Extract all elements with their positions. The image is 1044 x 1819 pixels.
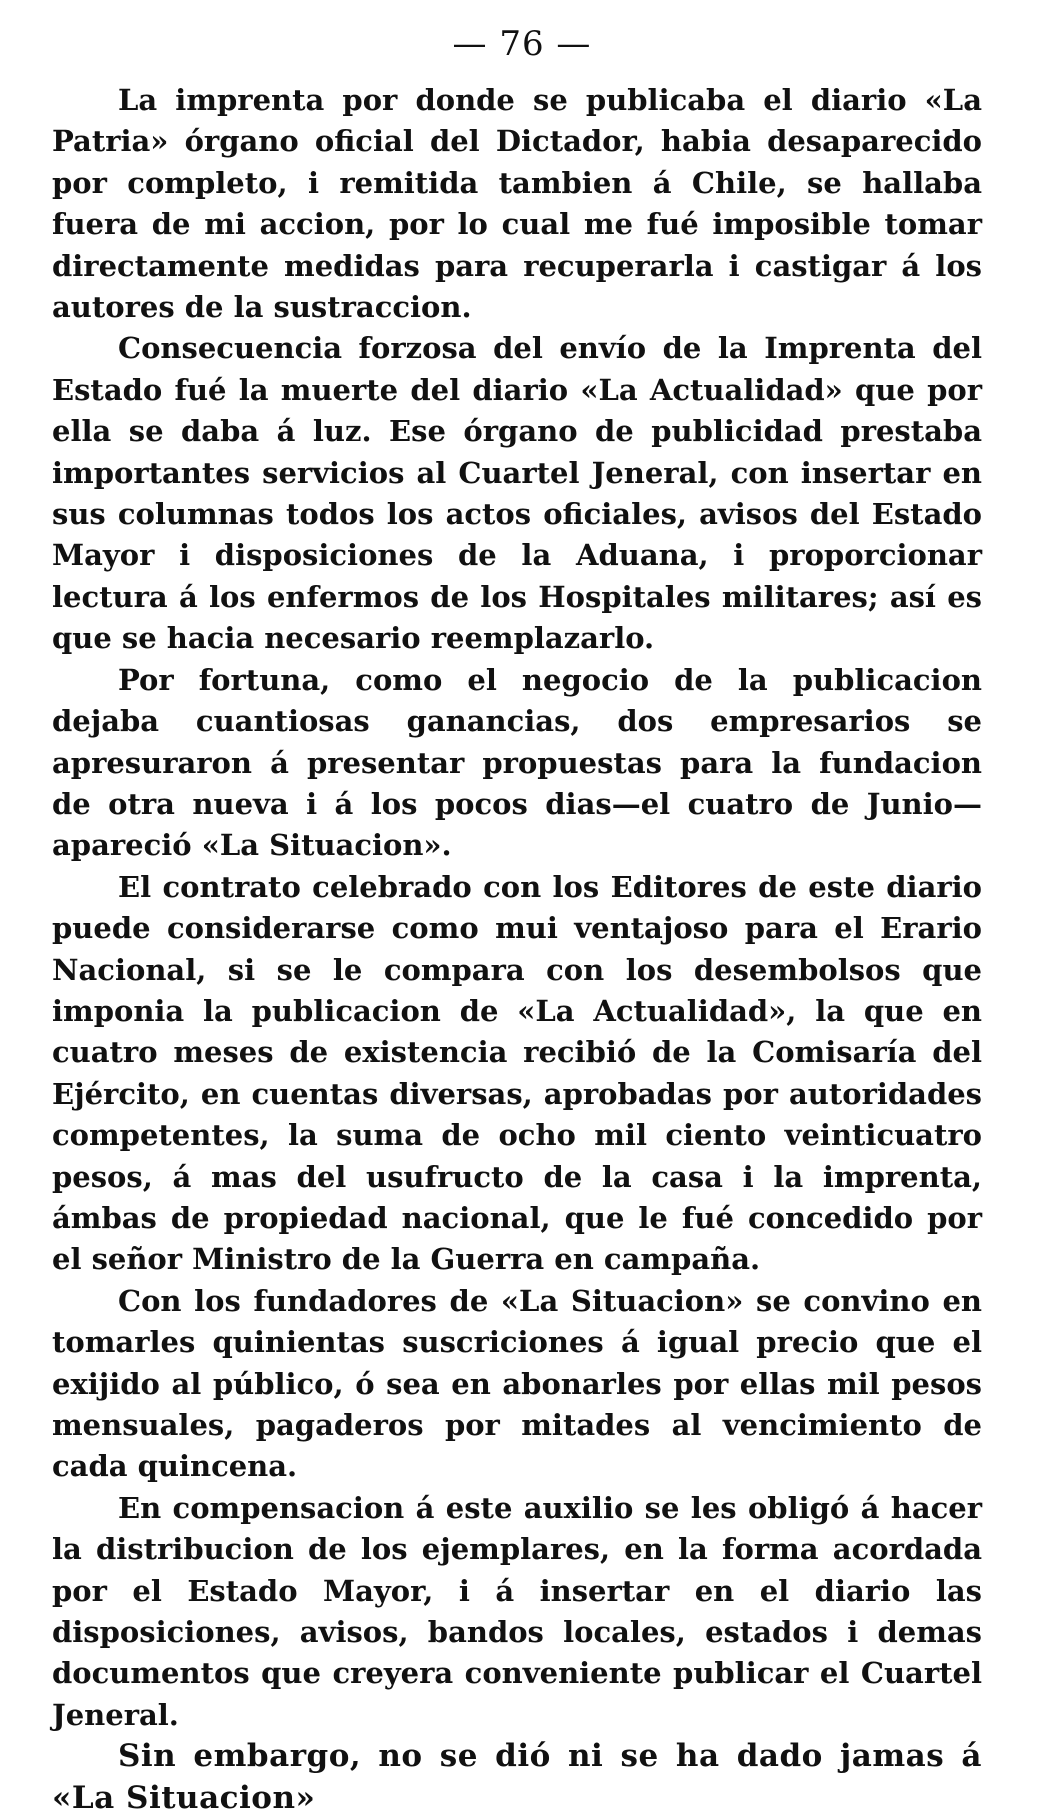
paragraph-2: Consecuencia forzosa del envío de la Imprenta del Estado fué la muerte del diario «La Actualidad» que por ella se daba á luz. Ese órgano de publicidad prestaba importantes servicios al Cuartel Jeneral, con insertar en sus columnas todos los actos oficiales, avisos del Estado Mayor i disposiciones de la Aduana, i proporcionar lectura á los enfermos de los Hospitales militares; así es que se hacia necesario reemplazarlo. [52,331,982,656]
paragraph-6: En compensacion á este auxilio se les obligó á hacer la distribucion de los ejemplares, en la forma acordada por el Estado Mayor, i á insertar en el diario las disposiciones, avisos, bandos locales, estados i demas documentos que creyera conveniente publicar el Cuartel Jeneral. [52,1490,982,1732]
page-number: — 76 — [452,24,592,64]
paragraph-7: Sin embargo, no se dió ni se ha dado jamas á «La Situacion» [52,1738,982,1816]
body-text [52,80,982,1819]
paragraph-3: Por fortuna, como el negocio de la publicacion dejaba cuantiosas ganancias, dos empresarios se apresuraron á presentar propuestas para la fundacion de otra nueva i á los pocos dias—el cuatro de Junio—apareció «La Situacion». [52,662,982,863]
paragraph-5: Con los fundadores de «La Situacion» se convino en tomarles quinientas suscriciones á igual precio que el exijido al público, ó sea en abonarles por ellas mil pesos mensuales, pagaderos por mitades al vencimiento de cada quincena. [52,1283,982,1484]
paragraph-1: La imprenta por donde se publicaba el diario «La Patria» órgano oficial del Dictador, habia desaparecido por completo, i remitida tambien á Chile, se hallaba fuera de mi accion, por lo cual me fué imposible tomar directamente medidas para recuperarla i castigar á los autores de la sustraccion. [52,83,982,325]
paragraph-4: El contrato celebrado con los Editores de este diario puede considerarse como mui ventajoso para el Erario Nacional, si se le compara con los desembolsos que imponia la publicacion de «La Actualidad», la que en cuatro meses de existencia recibió de la Comisaría del Ejército, en cuentas diversas, aprobadas por autoridades competentes, la suma de ocho mil ciento veinticuatro pesos, á mas del usufructo de la casa i la imprenta, ámbas de propiedad nacional, que le fué concedido por el señor Ministro de la Guerra en campaña. [52,869,982,1277]
